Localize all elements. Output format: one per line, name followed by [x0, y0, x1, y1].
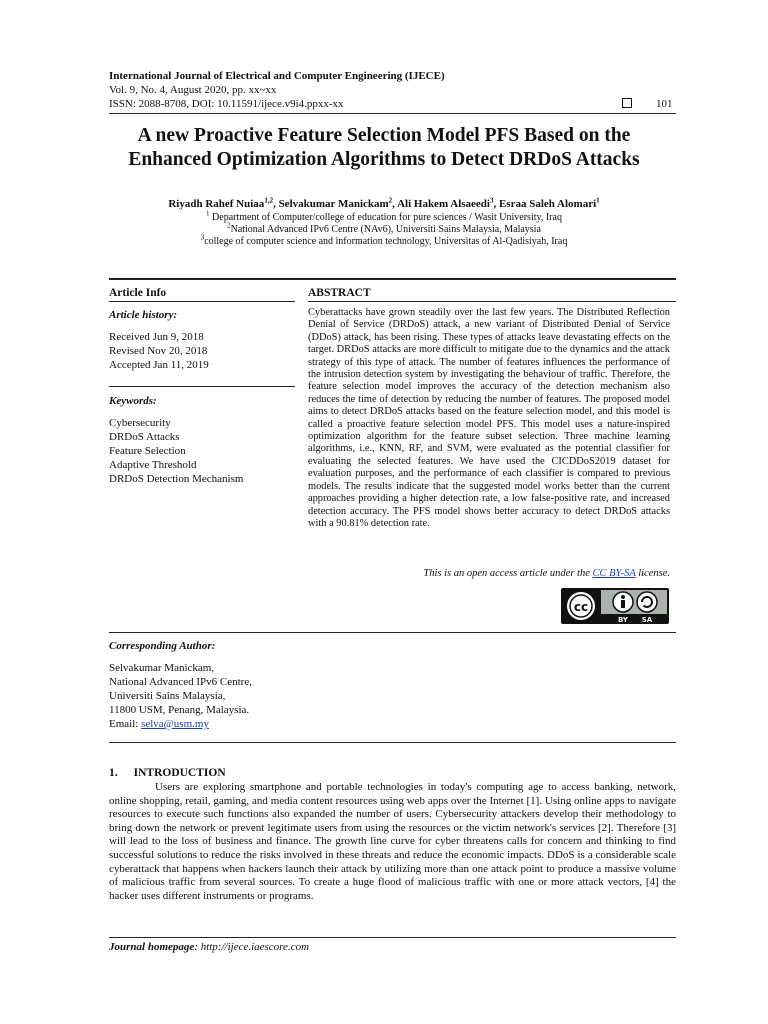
keyword-item: DRDoS Attacks: [109, 431, 180, 443]
intro-heading: 1. INTRODUCTION: [109, 767, 226, 779]
author: Riyadh Rahef Nuiaa$^{1,2}$,: [168, 196, 279, 210]
corresponding-label: Corresponding Author:: [109, 640, 216, 652]
square-bullet-icon: [622, 98, 632, 108]
abstract-heading: ABSTRACT: [308, 287, 371, 299]
journal-homepage: Journal homepage: http://ijece.iaescore.com: [109, 941, 310, 953]
corresponding-univ: Universiti Sains Malaysia,: [109, 690, 226, 702]
title-line-2: Enhanced Optimization Algorithms to Detect DRDoS Attacks: [128, 149, 640, 170]
svg-text:cc: cc: [573, 600, 589, 614]
affiliation: $^1$ Department of Computer/college of education for pure sciences / Wasit University, Iraq: [206, 209, 562, 223]
corresponding-address: 11800 USM, Penang, Malaysia.: [109, 704, 250, 716]
page-number: 101: [656, 98, 673, 110]
journal-issn: ISSN: 2088-8708, DOI: 10.11591/ijece.v9i4.ppxx-xx: [109, 98, 344, 110]
paper-title: [60, 124, 708, 172]
author: Ali Hakem Alsaeedi$^3$,: [397, 196, 499, 210]
abstract-body: Cyberattacks have grown steadily over the last few years. The Distributed Reflection Denial of Service (DRDoS) attack, a new variant of Distributed Denial of Service (DDoS) attack, has been rising. These types of attacks leave devastating effects on the target. DRDoS attacks are more difficult to mitigate due to the dynamics and the attack strategy of this type of attack. The number of features influences the performance of the intrusion detection system by investigating the behaviour of traffic. Therefore, the feature selection model improves the accuracy of the detection mechanism also reduces the time of detection by reducing the number of features. The proposed model aims to detect DRDoS attacks based on the feature selection model, and this model is called a proactive feature selection model PFS. This model uses a nature-inspired optimization algorithm for the feature subset selection. Three machine learning algorithms, i.e., KNN, RF, and SVM, were evaluated as the potential classifier for evaluating the selected features. We have used the CICDDoS2019 dataset for evaluation purposes, and the performance of each classifier is compared to previous models. The results indicate that the suggested model works better than the current approaches providing a higher detection rate, a low false-positive rate, and increased detection accuracy. The PFS model shows better accuracy to detect DRDoS attacks with a 90.81% detection rate.: [308, 307, 670, 529]
abstract-rule: [308, 301, 676, 302]
corresponding-name: Selvakumar Manickam,: [109, 662, 215, 674]
footer-rule: [109, 937, 676, 938]
license-link[interactable]: CC BY-SA: [592, 568, 636, 579]
cc-by-sa-badge[interactable]: [561, 588, 669, 624]
affiliation: $^2$National Advanced IPv6 Centre (NAv6), Universiti Sains Malaysia, Malaysia: [227, 221, 541, 235]
author: Selvakumar Manickam$^2$,: [278, 196, 398, 210]
svg-text:SA: SA: [641, 616, 653, 624]
title-line-1: A new Proactive Feature Selection Model PFS Based on the: [137, 125, 631, 146]
top-rule: [109, 278, 676, 280]
article-history-label: Article history:: [109, 309, 178, 321]
homepage-url[interactable]: http://ijece.iaescore.com: [200, 941, 310, 953]
affiliation: $^3$college of computer science and information technology, Universitas of Al-Qadisiyah, Iraq: [200, 233, 568, 247]
revised-date: Revised Nov 20, 2018: [109, 345, 208, 357]
author-list: [60, 198, 708, 210]
keyword-item: Cybersecurity: [109, 417, 171, 429]
corresponding-bottom-rule: [109, 742, 676, 743]
article-info-heading: Article Info: [109, 287, 167, 299]
corresponding-org: National Advanced IPv6 Centre,: [109, 676, 252, 688]
header-rule: [109, 113, 676, 114]
history-rule: [109, 386, 295, 387]
license-statement: This is an open access article under the CC BY-SA license.: [423, 568, 670, 579]
corresponding-rule: [109, 632, 676, 633]
keyword-item: Feature Selection: [109, 445, 186, 457]
keyword-item: DRDoS Detection Mechanism: [109, 473, 244, 485]
corresponding-email: Email: selva@usm.my: [109, 718, 209, 730]
journal-volume: Vol. 9, No. 4, August 2020, pp. xx~xx: [109, 84, 277, 96]
email-link[interactable]: selva@usm.my: [141, 718, 209, 730]
svg-text:BY: BY: [617, 616, 629, 624]
intro-body: Users are exploring smartphone and portable technologies in today's computing age to access banking, network, online shopping, retail, gaming, and media content resources using web apps over the Internet [1]. Using online apps to navigate resources to execute such functions also expanded the number of users. Cybersecurity attackers develop their methodology to bring down the network or prevent legitimate users from using the resources or the victim network's services [2]. Therefore [3] will lead to the loss of business and finance. The growth line curve for cyber threatens calls for concern and thinking to find successful solutions to reduce the risks involved in these threats and reduce the economic impacts. DDoS is a considerable scale cyberattack that happens when hackers launch their attack by utilizing more than one attack point to produce a massive volume of malicious traffic from several sources. To create a huge flood of malicious traffic with one or more attack vectors, [4] the hacker uses different instruments or programs.: [109, 781, 676, 902]
accepted-date: Accepted Jan 11, 2019: [109, 359, 209, 371]
keyword-item: Adaptive Threshold: [109, 459, 197, 471]
cc-logo-icon: [561, 588, 669, 624]
keywords-label: Keywords:: [109, 395, 157, 407]
received-date: Received Jun 9, 2018: [109, 331, 204, 343]
journal-name: International Journal of Electrical and Computer Engineering (IJECE): [109, 70, 445, 82]
article-info-rule: [109, 301, 295, 302]
author: Esraa Saleh Alomari$^1$: [498, 196, 600, 210]
